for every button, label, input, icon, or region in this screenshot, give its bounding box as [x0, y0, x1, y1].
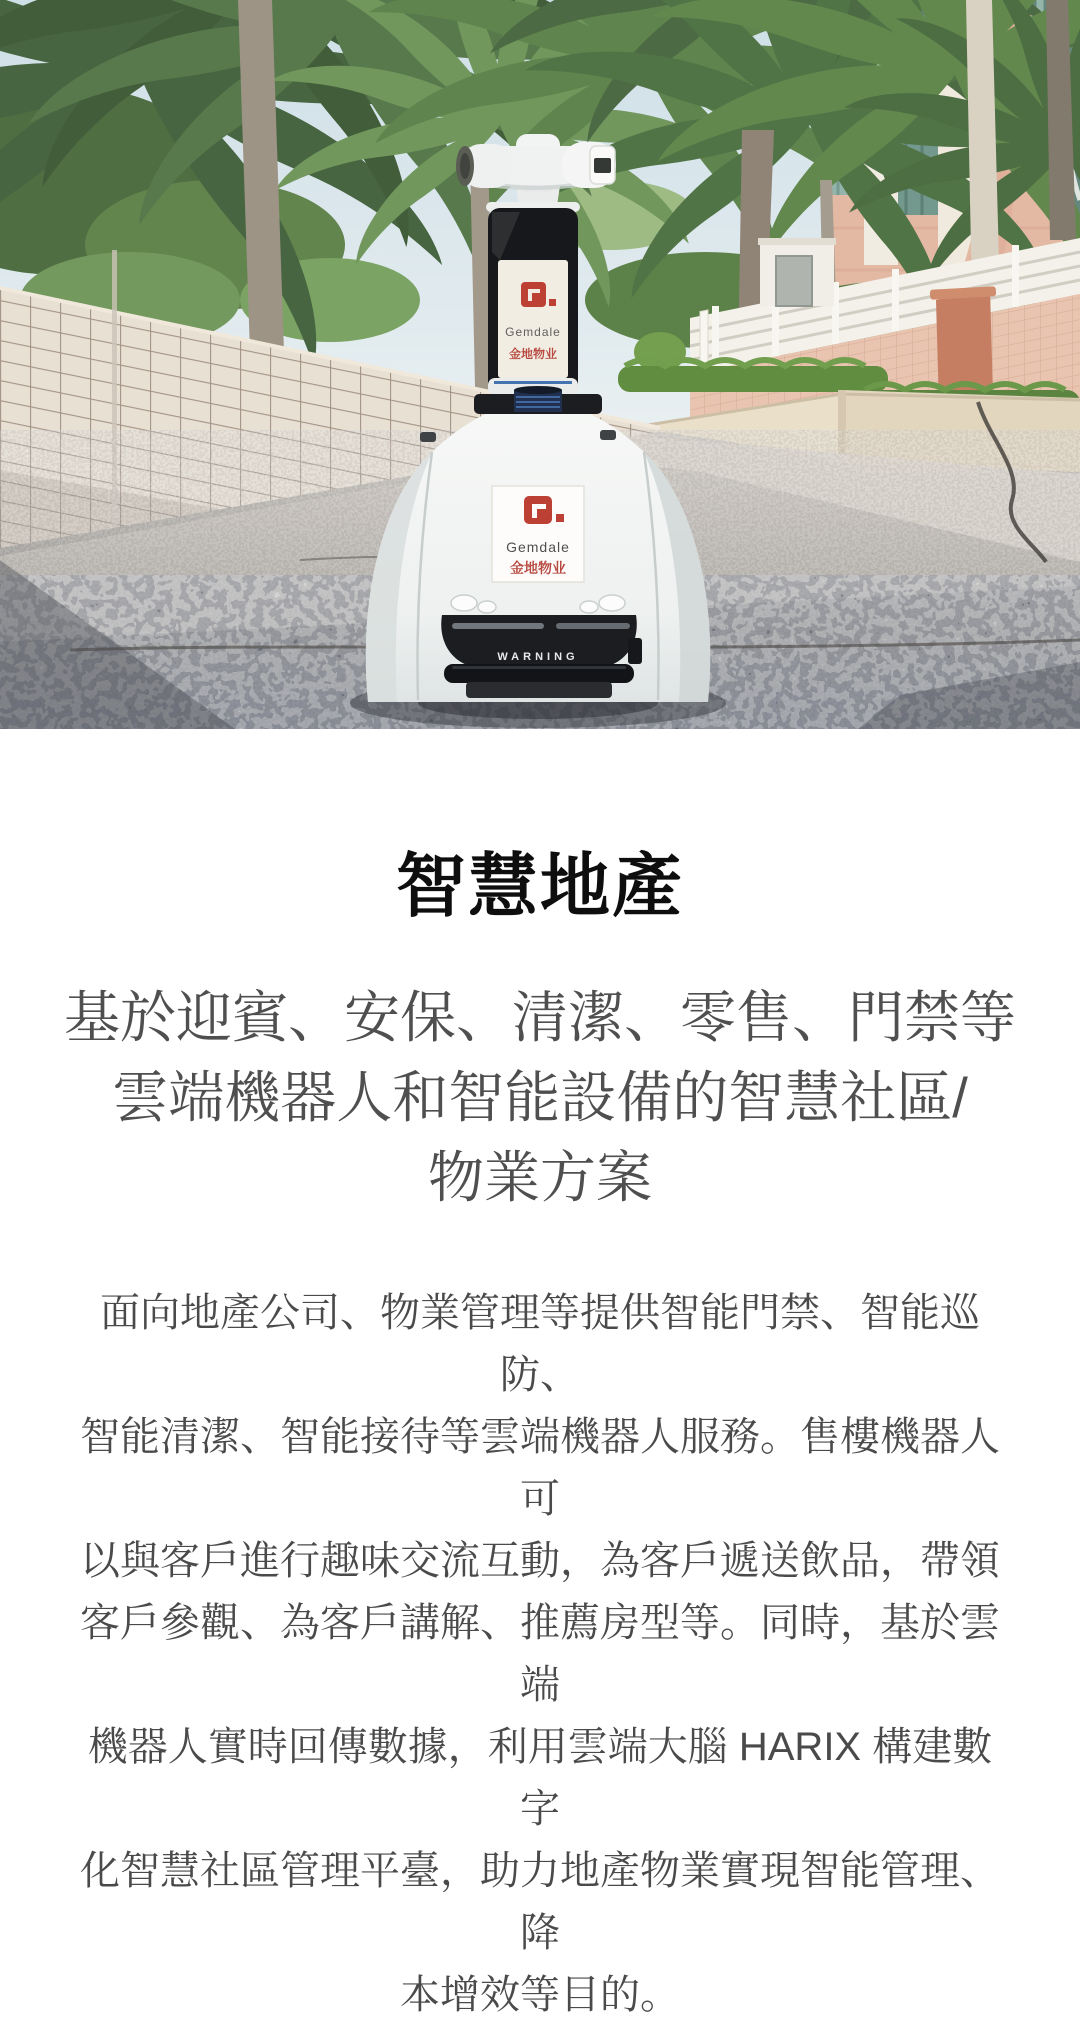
subtitle-line: 基於迎賓、安保、清潔、零售、門禁等 [64, 986, 1016, 1049]
subtitle-line: 物業方案 [428, 1146, 652, 1209]
subtitle-line: 雲端機器人和智能設備的智慧社區/ [112, 1066, 968, 1129]
content-section [0, 847, 1080, 2026]
paragraph-line: 智能清潔、智能接待等雲端機器人服務。售樓機器人可 [80, 1415, 1000, 1521]
body-brand-text-cn: 金地物业 [510, 560, 566, 576]
hero-photo [0, 0, 1080, 729]
paragraph-line: 化智慧社區管理平臺，助力地產物業實現智能管理、降 [80, 1849, 1000, 1955]
paragraph-line: 機器人實時回傳數據，利用雲端大腦 HARIX 構建數字 [87, 1725, 993, 1831]
description-paragraph [0, 1282, 1080, 2026]
body-brand-text: Gemdale [506, 539, 570, 555]
subtitle [0, 978, 1080, 1218]
page-title: 智慧地產 [396, 847, 684, 925]
paragraph-line: 以與客戶進行趣味交流互動，為客戶遞送飲品，帶領 [80, 1539, 1000, 1583]
paragraph-line: 面向地產公司、物業管理等提供智能門禁、智能巡防、 [100, 1291, 980, 1397]
screen-brand-text-cn: 金地物业 [508, 347, 558, 361]
warning-text: WARNING [497, 651, 579, 663]
paragraph-line: 本增效等目的。 [400, 1973, 680, 2017]
screen-brand-text: Gemdale [505, 325, 561, 339]
paragraph-line: 客戶參觀、為客戶講解、推薦房型等。同時，基於雲端 [80, 1601, 1000, 1707]
